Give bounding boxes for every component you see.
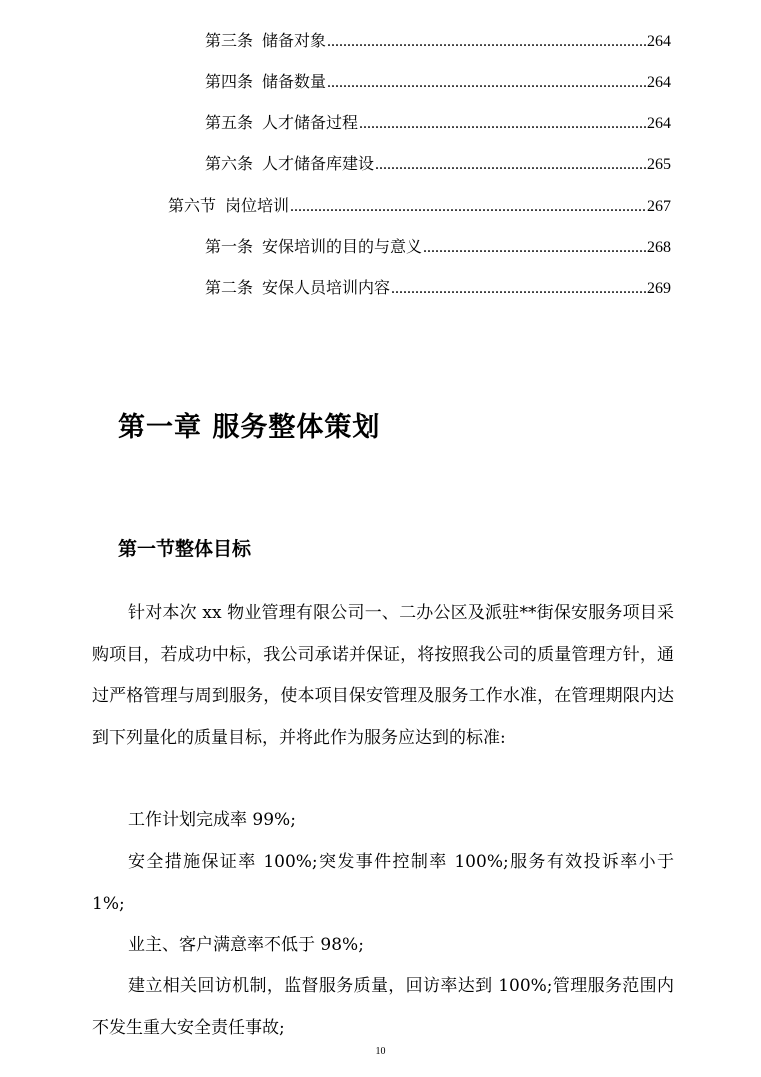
toc-entry-number: 第五条: [205, 113, 254, 132]
toc-leader-dots: [327, 71, 646, 94]
toc-entry-number: 第六节: [168, 196, 217, 215]
page-number: 10: [375, 1046, 386, 1057]
body-paragraph: 针对本次 xx 物业管理有限公司一、二办公区及派驻**街保安服务项目采购项目，若成功中标，我公司承诺并保证，将按照我公司的质量管理方针，通过严格管理与周到服务，使本项目保安管理及服务工作水准，在管理期限内达到下列量化的质量目标，并将此作为服务应达到的标准:: [92, 603, 674, 748]
toc-entry: [205, 276, 671, 300]
chapter-title: 第一章 服务整体策划: [118, 412, 381, 443]
toc-leader-dots: [423, 236, 646, 259]
toc-entry-title: 岗位培训: [225, 196, 290, 215]
toc-leader-dots: [327, 30, 646, 53]
toc-entry-number: 第六条: [205, 154, 254, 173]
toc-entry: [205, 235, 671, 259]
toc-entry-title: 安保培训的目的与意义: [262, 237, 423, 256]
toc-entry-title: 储备数量: [262, 72, 327, 91]
toc-leader-dots: [290, 195, 646, 218]
toc-entry-page: 265: [647, 156, 671, 173]
toc-section-entry: [168, 194, 671, 218]
toc-entry: [205, 152, 671, 176]
toc-entry-page: 264: [647, 33, 671, 50]
toc-entry: [205, 70, 671, 94]
toc-entry-title: 人才储备过程: [262, 113, 359, 132]
body-paragraph: 业主、客户满意率不低于 98%;: [128, 935, 364, 955]
toc-entry-page: 264: [647, 115, 671, 132]
toc-leader-dots: [375, 153, 646, 176]
toc-entry: [205, 29, 671, 53]
toc-entry-number: 第三条: [205, 31, 254, 50]
toc-entry-number: 第二条: [205, 278, 254, 297]
toc-entry-page: 268: [647, 239, 671, 256]
body-paragraph: 工作计划完成率 99%;: [128, 810, 296, 830]
toc-entry-page: 269: [647, 280, 671, 297]
body-paragraph: 安全措施保证率 100%;突发事件控制率 100%;服务有效投诉率小于 1%;: [92, 852, 674, 914]
toc-leader-dots: [359, 112, 646, 135]
body-paragraph: 建立相关回访机制，监督服务质量，回访率达到 100%;管理服务范围内不发生重大安全责任事故;: [92, 976, 674, 1038]
toc-entry-page: 264: [647, 74, 671, 91]
toc-entry-number: 第一条: [205, 237, 254, 256]
toc-entry-page: 267: [647, 198, 671, 215]
toc-entry-title: 储备对象: [262, 31, 327, 50]
toc-entry-title: 人才储备库建设: [262, 154, 375, 173]
toc-entry: [205, 111, 671, 135]
section-title: 第一节整体目标: [118, 538, 252, 560]
toc-entry-title: 安保人员培训内容: [262, 278, 391, 297]
toc-entry-number: 第四条: [205, 72, 254, 91]
toc-leader-dots: [391, 277, 646, 300]
